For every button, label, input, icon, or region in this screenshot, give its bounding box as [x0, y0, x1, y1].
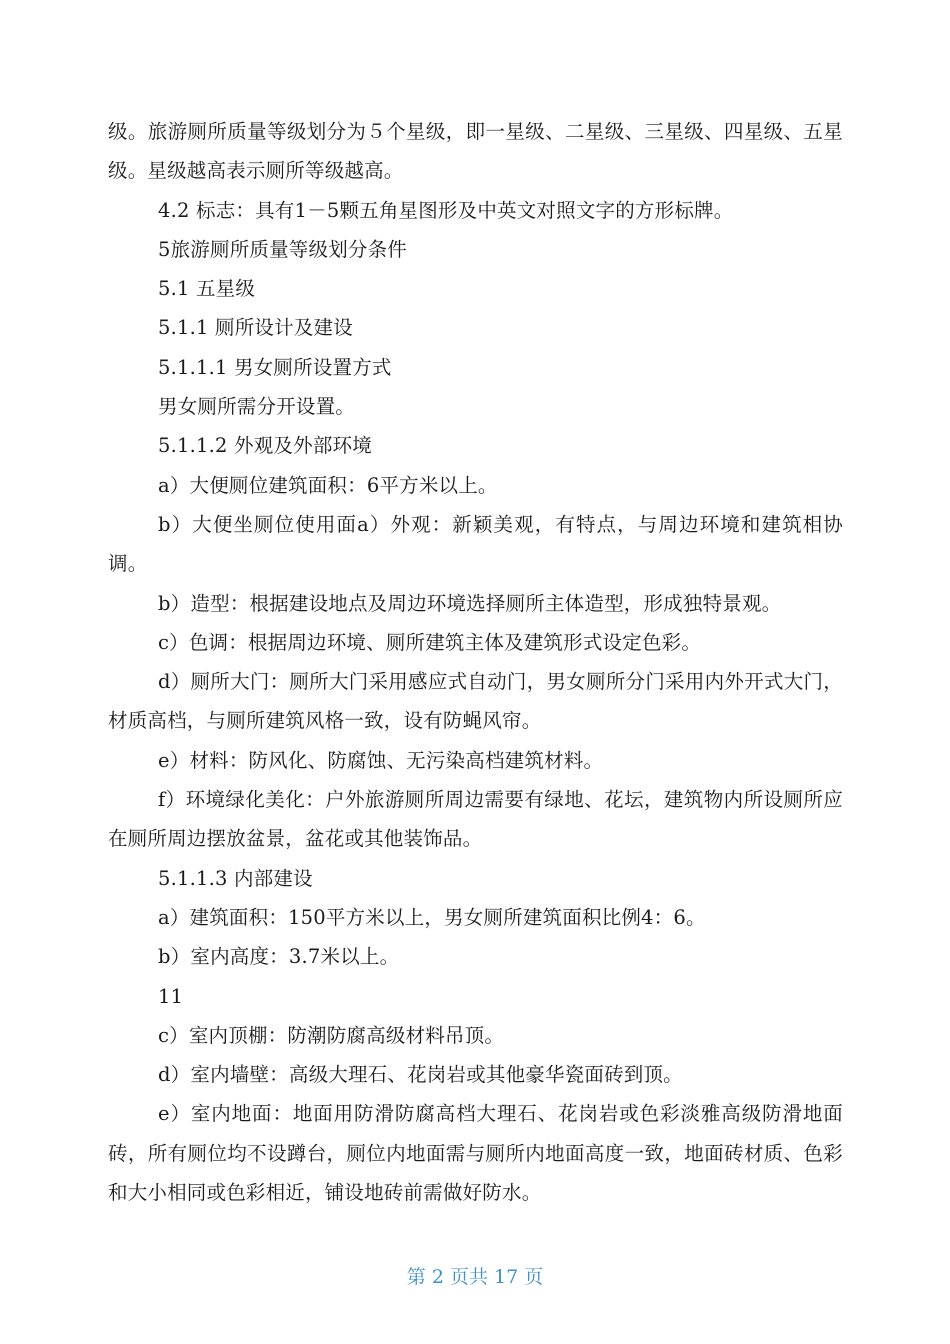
list-item: b）大便坐厕位使用面a）外观：新颖美观，有特点，与周边环境和建筑相协调。	[108, 512, 843, 576]
list-item: f）环境绿化美化：户外旅游厕所周边需要有绿地、花坛，建筑物内所设厕所应在厕所周边摆放盆景，盆花或其他装饰品。	[108, 788, 843, 851]
list-item: b）造型：根据建设地点及周边环境选择厕所主体造型，形成独特景观。	[158, 591, 782, 615]
section-heading: 5.1.1.3 内部建设	[158, 866, 313, 890]
list-item: c）色调：根据周边环境、厕所建筑主体及建筑形式设定色彩。	[158, 630, 702, 654]
list-item: e）材料：防风化、防腐蚀、无污染高档建筑材料。	[158, 748, 604, 772]
document-body	[108, 112, 843, 1212]
list-item: d）厕所大门：厕所大门采用感应式自动门，男女厕所分门采用内外开式大门，材质高档，与厕所建筑风格一致，设有防蝇风帘。	[108, 670, 843, 733]
list-item: e）室内地面：地面用防滑防腐高档大理石、花岗岩或色彩淡雅高级防滑地面砖，所有厕位均不设蹲台，厕位内地面需与厕所内地面高度一致，地面砖材质、色彩和大小相同或色彩相近，铺设地砖前需做好防水。	[108, 1102, 843, 1205]
section-heading: 5.1 五星级	[158, 277, 256, 301]
paragraph: 4.2 标志：具有1－5颗五角星图形及中英文对照文字的方形标牌。	[158, 198, 734, 222]
section-heading: 5.1.1 厕所设计及建设	[158, 316, 353, 340]
paragraph: 男女厕所需分开设置。	[158, 395, 356, 419]
list-item: a）建筑面积：150平方米以上，男女厕所建筑面积比例4：6。	[158, 905, 706, 929]
section-heading: 5.1.1.2 外观及外部环境	[158, 434, 372, 458]
list-item: d）室内墙壁：高级大理石、花岗岩或其他豪华瓷面砖到顶。	[158, 1063, 683, 1087]
list-item: b）室内高度：3.7米以上。	[158, 945, 400, 969]
section-heading: 5.1.1.1 男女厕所设置方式	[158, 355, 392, 379]
page-footer: 第 2 页共 17 页	[406, 1266, 544, 1288]
section-heading: 5旅游厕所质量等级划分条件	[158, 237, 408, 261]
list-item: c）室内顶棚：防潮防腐高级材料吊顶。	[158, 1023, 505, 1047]
list-item: a）大便厕位建筑面积：6平方米以上。	[158, 473, 498, 497]
paragraph: 级。旅游厕所质量等级划分为５个星级，即一星级、二星级、三星级、四星级、五星级。星级越高表示厕所等级越高。	[108, 120, 843, 183]
inline-page-number: 11	[158, 984, 184, 1008]
